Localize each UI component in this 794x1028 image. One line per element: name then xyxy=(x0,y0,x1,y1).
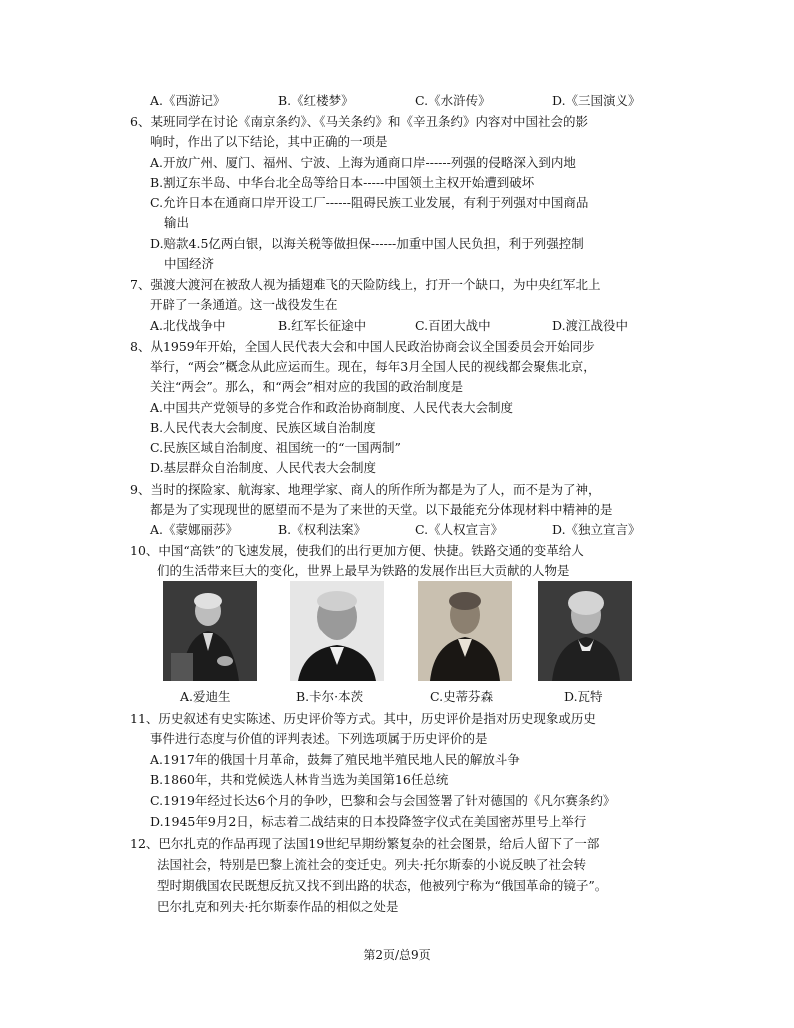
q9-stem-line1: 9、当时的探险家、航海家、地理学家、商人的所作所为都是为了人，而不是为了神， xyxy=(130,482,601,497)
q6-option-c-line2: 输出 xyxy=(164,215,190,230)
q11-stem-line2: 事件进行态度与价值的评判表述。下列选项属于历史评价的是 xyxy=(150,731,488,746)
q6-stem-line1: 6、某班同学在讨论《南京条约》、《马关条约》和《辛丑条约》内容对中国社会的影 xyxy=(130,114,588,129)
q12-stem-line3: 型时期俄国农民既想反抗又找不到出路的状态，他被列宁称为“俄国革命的镜子”。 xyxy=(157,878,608,893)
q8-option-c: C.民族区域自治制度、祖国统一的“一国两制” xyxy=(150,440,401,455)
q7-stem-line1: 7、强渡大渡河在被敌人视为插翅难飞的天险防线上，打开一个缺口，为中央红军北上 xyxy=(130,277,601,292)
q6-option-a: A.开放广州、厦门、福州、宁波、上海为通商口岸------列强的侵略深入到内地 xyxy=(150,155,576,170)
q6-option-d-line2: 中国经济 xyxy=(164,256,215,271)
q5-option-d: D.《三国演义》 xyxy=(552,93,641,108)
q11-option-b: B.1860年，共和党候选人林肯当选为美国第16任总统 xyxy=(150,772,449,787)
q6-option-b: B.割辽东半岛、中华台北全岛等给日本-----中国领土主权开始遭到破坏 xyxy=(150,175,535,190)
q8-option-d: D.基层群众自治制度、人民代表大会制度 xyxy=(150,460,377,475)
q10-option-b: B.卡尔·本茨 xyxy=(296,689,364,704)
q6-option-d-line1: D.赔款4.5亿两白银，以海关税等做担保------加重中国人民负担，利于列强控制 xyxy=(150,236,584,251)
q7-stem-line2: 开辟了一条通道。这一战役发生在 xyxy=(150,297,338,312)
q12-stem-line4: 巴尔扎克和列夫·托尔斯泰作品的相似之处是 xyxy=(157,899,399,914)
q10-stem-line2: 们的生活带来巨大的变化，世界上最早为铁路的发展作出巨大贡献的人物是 xyxy=(157,563,570,578)
q5-option-a: A.《西游记》 xyxy=(150,93,226,108)
q9-stem-line2: 都是为了实现现世的愿望而不是为了来世的天堂。以下最能充分体现材料中精神的是 xyxy=(150,502,613,517)
q7-option-b: B.红军长征途中 xyxy=(278,318,367,333)
q9-option-c: C.《人权宣言》 xyxy=(415,522,504,537)
page-number-footer: 第2页/总9页 xyxy=(363,948,431,962)
q10-option-d: D.瓦特 xyxy=(564,689,603,704)
q7-option-a: A.北伐战争中 xyxy=(150,318,226,333)
q10-stem-line1: 10、中国“高铁”的飞速发展，使我们的出行更加方便、快捷。铁路交通的变革给人 xyxy=(130,543,584,558)
q11-option-a: A.1917年的俄国十月革命，鼓舞了殖民地半殖民地人民的解放斗争 xyxy=(150,752,520,767)
q8-stem-line1: 8、从1959年开始，全国人民代表大会和中国人民政治协商会议全国委员会开始同步 xyxy=(130,339,595,354)
portrait-edison xyxy=(163,581,257,681)
q8-option-a: A.中国共产党领导的多党合作和政治协商制度、人民代表大会制度 xyxy=(150,400,514,415)
q9-option-a: A.《蒙娜丽莎》 xyxy=(150,522,239,537)
q7-option-d: D.渡江战役中 xyxy=(552,318,629,333)
q11-stem-line1: 11、历史叙述有史实陈述、历史评价等方式。其中，历史评价是指对历史现象或历史 xyxy=(130,711,596,726)
q9-option-d: D.《独立宣言》 xyxy=(552,522,641,537)
q6-option-c-line1: C.允许日本在通商口岸开设工厂------阻碍民族工业发展，有利于列强对中国商品 xyxy=(150,195,589,210)
q12-stem-line2: 法国社会，特别是巴黎上流社会的变迁史。列夫·托尔斯泰的小说反映了社会转 xyxy=(157,857,586,872)
q5-option-b: B.《红楼梦》 xyxy=(278,93,354,108)
q9-option-b: B.《权利法案》 xyxy=(278,522,367,537)
q9-options xyxy=(150,521,670,539)
portrait-benz xyxy=(290,581,384,681)
portrait-watt xyxy=(538,581,632,681)
q12-stem-line1: 12、巴尔扎克的作品再现了法国19世纪早期纷繁复杂的社会图景，给后人留下了一部 xyxy=(130,836,600,851)
q11-option-d: D.1945年9月2日，标志着二战结束的日本投降签字仪式在美国密苏里号上举行 xyxy=(150,814,587,829)
q10-option-c: C.史蒂芬森 xyxy=(430,689,494,704)
q5-options xyxy=(150,92,670,110)
q7-option-c: C.百团大战中 xyxy=(415,318,491,333)
q6-stem-line2: 响时，作出了以下结论，其中正确的一项是 xyxy=(150,134,388,149)
q8-stem-line2: 举行，“两会”概念从此应运而生。现在，每年3月全国人民的视线都会聚焦北京， xyxy=(150,359,596,374)
q10-option-a: A.爱迪生 xyxy=(180,689,231,704)
q8-option-b: B.人民代表大会制度、民族区域自治制度 xyxy=(150,420,376,435)
q7-options xyxy=(150,317,670,335)
portrait-stephenson xyxy=(418,581,512,681)
q5-option-c: C.《水浒传》 xyxy=(415,93,491,108)
q11-option-c: C.1919年经过长达6个月的争吵，巴黎和会与会国签署了针对德国的《凡尔赛条约》 xyxy=(150,793,616,808)
q8-stem-line3: 关注“两会”。那么，和“两会”相对应的我国的政治制度是 xyxy=(150,379,464,394)
